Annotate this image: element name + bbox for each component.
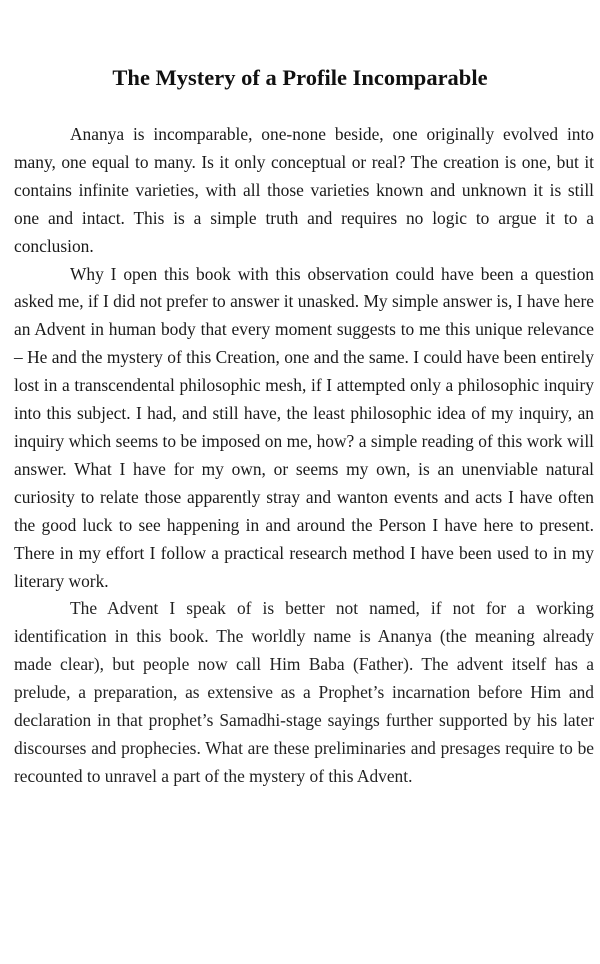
paragraph-2: Why I open this book with this observation could have been a question asked me, if I did not prefer to answer it unasked. My simple answer is, I have here an Advent in human body that every moment suggests to me this unique relevance – He and the mystery of this Creation, one and the same. I could have been entirely lost in a transcendental philosophic mesh, if I attempted only a philosophic inquiry into this subject. I had, and still have, the least philosophic idea of my inquiry, an inquiry which seems to be imposed on me, how? a simple reading of this work will answer. What I have for my own, or seems my own, is an unenviable natural curiosity to relate those apparently stray and wanton events and acts I have often the good luck to see happening in and around the Person I have here to present. There in my effort I follow a practical research method I have been used to in my literary work. [14, 263, 594, 591]
paragraph-1: Ananya is incomparable, one-none beside, one originally evolved into many, one equal to many. Is it only conceptual or real? The creation is one, but it contains infinite varieties, with all those varieties known and unknown it is still one and intact. This is a simple truth and requires no logic to argue it to a conclusion. [14, 124, 594, 256]
paragraph-3: The Advent I speak of is better not named, if not for a working identification in this book. The worldly name is Ananya (the meaning already made clear), but people now call Him Baba (Father). The advent itself has a prelude, a preparation, as extensive as a Prophet’s incarnation before Him and declaration in that prophet’s Samadhi-stage sayings further supported by his later discourses and prophecies. What are these preliminaries and presages require to be recounted to unravel a part of the mystery of this Advent. [14, 598, 594, 786]
chapter-body [14, 121, 594, 791]
chapter-title: The Mystery of a Profile Incomparable [112, 65, 488, 90]
